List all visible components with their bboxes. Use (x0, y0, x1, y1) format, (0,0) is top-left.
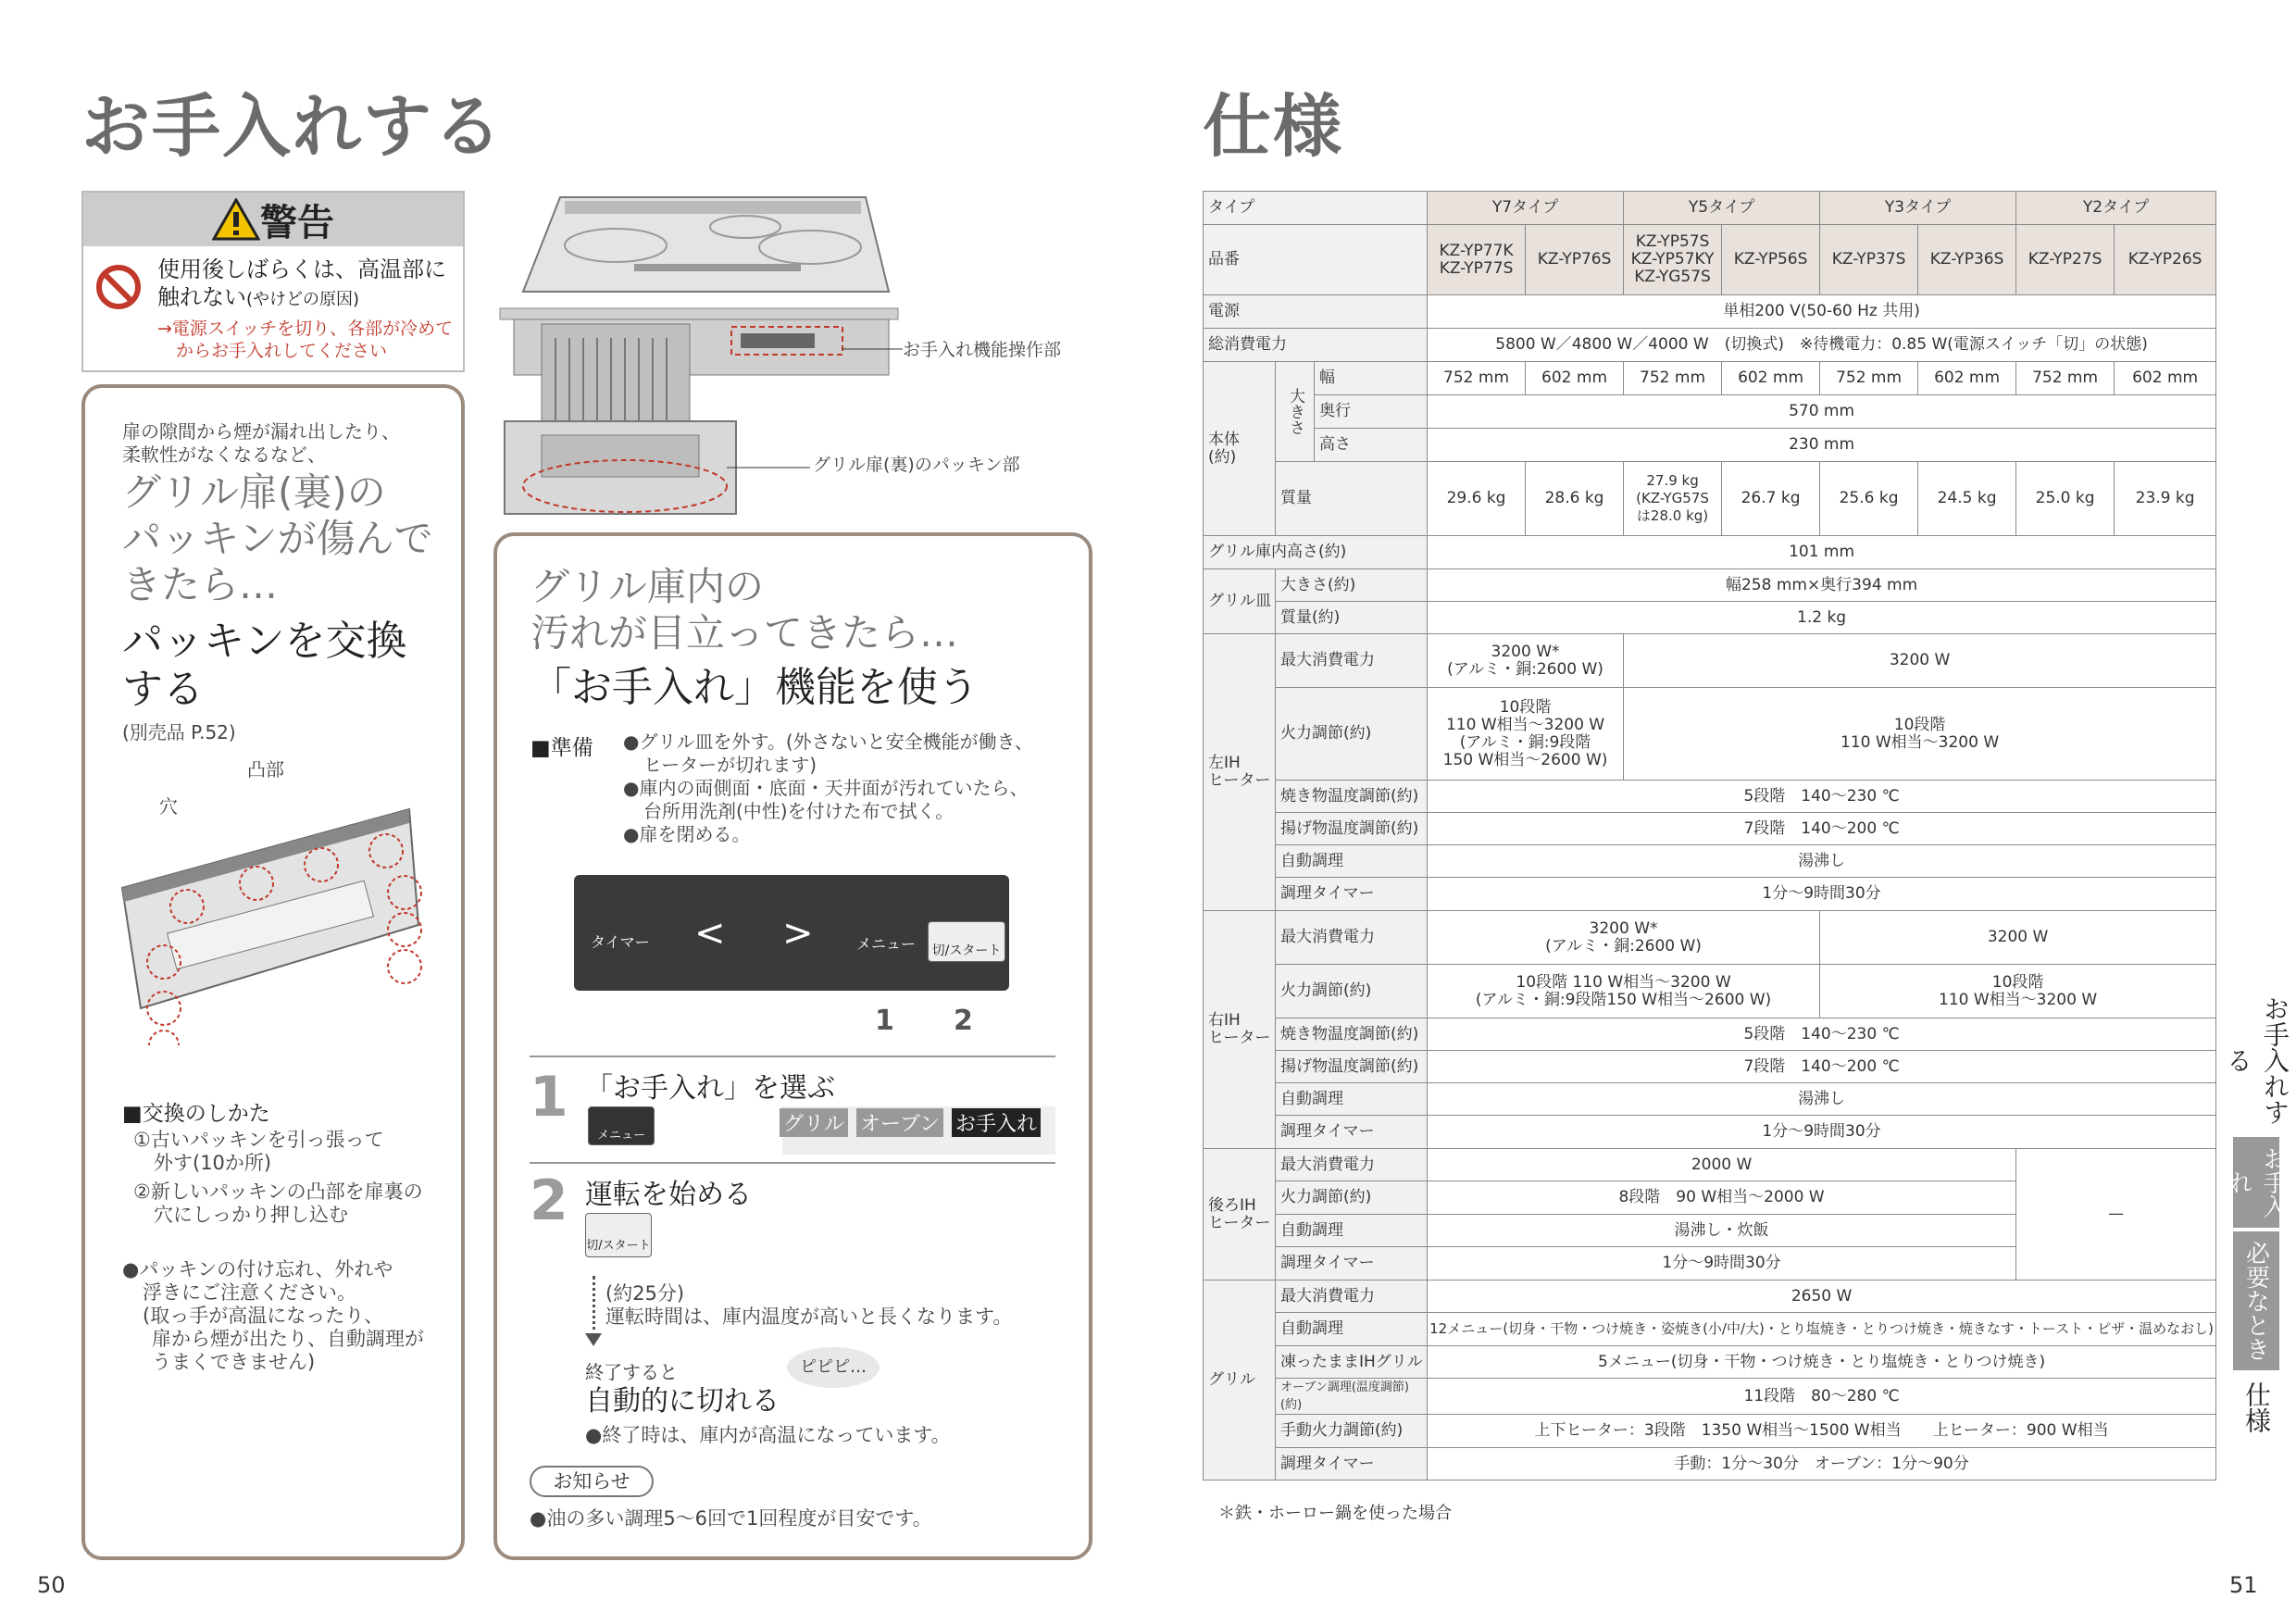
panel-label-2: 2 (954, 1005, 973, 1037)
table-cell: 1分～9時間30分 (1428, 1247, 2016, 1280)
label-hole: 穴 (159, 795, 178, 818)
table-cell: 揚げ物温度調節(約) (1276, 1051, 1428, 1083)
table-cell: 752 mm (2016, 362, 2115, 395)
table-cell: 3200 W (1820, 911, 2216, 965)
end-text: 終了すると (585, 1361, 678, 1383)
table-cell: 総消費電力 (1204, 329, 1428, 362)
table-cell: 26.7 kg (1722, 462, 1820, 536)
prep-list: ●グリル皿を外す。(外さないと安全機能が働き、 ヒーターが切れます) ●庫内の両側面・底面・天井面が汚れていたら、 台所用洗剤(中性)を付けた布で拭く。 ●扉を閉める。 (623, 731, 1033, 845)
gasket-intro: 扉の隙間から煙が漏れ出したり、 柔軟性がなくなるなど、 (122, 420, 400, 466)
gasket-box (81, 384, 465, 1560)
table-cell: 602 mm (1918, 362, 2016, 395)
step2-title: 運転を始める (585, 1179, 752, 1211)
table-cell: Y3タイプ (1820, 192, 2016, 225)
warning-box (81, 191, 465, 372)
warning-text: 使用後しばらくは、高温部に 触れない(やけどの原因) (157, 256, 446, 310)
table-cell: 火力調節(約) (1276, 965, 1428, 1018)
warning-title: 警告 (260, 201, 334, 244)
spec-table (1203, 191, 2216, 1480)
table-cell: 焼き物温度調節(約) (1276, 1018, 1428, 1051)
table-cell: 幅 (1315, 362, 1428, 395)
side-tab-care[interactable]: お手入れする (2223, 995, 2290, 1125)
table-cell: 揚げ物温度調節(約) (1276, 813, 1428, 845)
arrow-down-icon (585, 1333, 602, 1346)
table-cell: 単相200 V(50-60 Hz 共用) (1428, 295, 2216, 329)
how-heading: ■交換のしかた (122, 1102, 270, 1126)
table-cell: 調理タイマー (1276, 1116, 1428, 1149)
table-cell: 25.6 kg (1820, 462, 1918, 536)
step1-option-oven[interactable]: オーブン (856, 1108, 943, 1137)
table-cell: 自動調理 (1276, 1083, 1428, 1116)
table-cell: 調理タイマー (1276, 1247, 1428, 1280)
prep-heading: ■準備 (530, 736, 593, 760)
step1-title: 「お手入れ」を選ぶ (585, 1072, 835, 1105)
side-tab-needed[interactable]: 必要なとき (2233, 1231, 2279, 1370)
table-cell: 29.6 kg (1428, 462, 1526, 536)
door-gasket-illustration (113, 768, 437, 1045)
panel-left-arrow[interactable]: < (694, 912, 726, 955)
table-cell: 570 mm (1428, 395, 2216, 429)
table-cell: 火力調節(約) (1276, 1181, 1428, 1215)
table-cell: 5メニュー(切身・干物・つけ焼き・とり塩焼き・とりつけ焼き) (1428, 1346, 2216, 1379)
table-cell: 自動調理 (1276, 845, 1428, 878)
table-cell: 5段階 140～230 ℃ (1428, 1018, 2216, 1051)
table-cell: — (2016, 1149, 2216, 1280)
table-cell: 上下ヒーター：3段階 1350 W相当～1500 W相当 上ヒーター：900 W相当 (1428, 1415, 2216, 1448)
table-cell: 湯沸し (1428, 845, 2216, 878)
callout-panel: お手入れ機能操作部 (903, 340, 1062, 360)
table-cell: 湯沸し (1428, 1083, 2216, 1116)
table-cell: グリル庫内高さ(約) (1204, 536, 1428, 569)
table-cell: 602 mm (2115, 362, 2216, 395)
table-cell: 10段階 110 W相当～3200 W (1624, 688, 2216, 781)
table-cell: 左IH ヒーター (1204, 634, 1276, 911)
table-cell: 最大消費電力 (1276, 1280, 1428, 1313)
warning-header (83, 193, 463, 246)
table-cell: 602 mm (1526, 362, 1624, 395)
table-cell: 本体 (約) (1204, 362, 1276, 536)
table-cell: 調理タイマー (1276, 878, 1428, 911)
table-cell: 調理タイマー (1276, 1448, 1428, 1480)
table-cell: グリル皿 (1204, 569, 1276, 634)
table-cell: 10段階 110 W相当～3200 W (アルミ・銅:9段階150 W相当～2600 W) (1428, 965, 1820, 1018)
panel-label-1: 1 (875, 1005, 894, 1037)
table-cell: KZ-YP57S KZ-YP57KY KZ-YG57S (1624, 225, 1722, 295)
beep-bubble: ピピピ… (787, 1347, 880, 1388)
gasket-condition: グリル扉(裏)の パッキンが傷んで きたら… (122, 469, 433, 607)
table-cell: 質量(約) (1276, 602, 1428, 634)
step1-option-grill[interactable]: グリル (780, 1108, 848, 1137)
table-cell: 自動調理 (1276, 1215, 1428, 1247)
table-cell: 1.2 kg (1428, 602, 2216, 634)
table-cell: 25.0 kg (2016, 462, 2115, 536)
page-number-left: 50 (37, 1572, 66, 1598)
table-cell: KZ-YP37S (1820, 225, 1918, 295)
table-cell: 230 mm (1428, 429, 2216, 462)
table-cell: 101 mm (1428, 536, 2216, 569)
table-cell: Y5タイプ (1624, 192, 1820, 225)
panel-start-button[interactable]: 切/スタート (928, 921, 1005, 962)
table-cell: KZ-YP56S (1722, 225, 1820, 295)
step1-option-clean[interactable]: お手入れ (952, 1108, 1041, 1137)
table-cell: Y2タイプ (2016, 192, 2216, 225)
table-cell: オーブン調理(温度調節)(約) (1276, 1379, 1428, 1415)
table-cell: 右IH ヒーター (1204, 911, 1276, 1149)
info-text: ●油の多い調理5～6回で1回程度が目安です。 (530, 1507, 932, 1530)
step2-time: (約25分) 運転時間は、庫内温度が高いと長くなります。 (605, 1282, 1013, 1328)
cleaning-box (493, 532, 1092, 1560)
table-cell: 自動調理 (1276, 1313, 1428, 1346)
control-panel (574, 875, 1009, 991)
no-entry-icon (96, 265, 141, 309)
info-badge: お知らせ (530, 1466, 654, 1497)
footnote: ＊鉄・ホーロー鍋を使った場合 (1218, 1504, 1452, 1523)
table-cell: 10段階 110 W相当～3200 W (1820, 965, 2216, 1018)
table-cell: 最大消費電力 (1276, 1149, 1428, 1181)
table-cell: 奥行 (1315, 395, 1428, 429)
page-title-right: 仕様 (1203, 87, 1343, 167)
table-cell: 28.6 kg (1526, 462, 1624, 536)
gasket-action: パッキンを交換 する (122, 618, 407, 713)
table-cell: 1分～9時間30分 (1428, 878, 2216, 911)
table-cell: 8段階 90 W相当～2000 W (1428, 1181, 2016, 1215)
table-cell: 10段階 110 W相当～3200 W (アルミ・銅:9段階 150 W相当～2600 W) (1428, 688, 1624, 781)
warning-triangle-icon (212, 198, 260, 241)
table-cell: 幅258 mm×奥行394 mm (1428, 569, 2216, 602)
table-cell: KZ-YP36S (1918, 225, 2016, 295)
table-cell: 3200 W* (アルミ・銅:2600 W) (1428, 911, 1820, 965)
step1-number: 1 (530, 1065, 568, 1130)
table-cell: KZ-YP27S (2016, 225, 2115, 295)
table-cell: 高さ (1315, 429, 1428, 462)
table-cell: KZ-YP77K KZ-YP77S (1428, 225, 1526, 295)
table-cell: 602 mm (1722, 362, 1820, 395)
table-cell: 752 mm (1624, 362, 1722, 395)
table-cell: 最大消費電力 (1276, 911, 1428, 965)
table-cell: 手動：1分～30分 オーブン：1分～90分 (1428, 1448, 2216, 1480)
cleaning-condition: グリル庫内の 汚れが目立ってきたら… (530, 564, 959, 656)
callout-door: グリル扉(裏)のパッキン部 (813, 455, 1020, 475)
table-cell: 752 mm (1428, 362, 1526, 395)
table-cell: 752 mm (1820, 362, 1918, 395)
panel-menu[interactable]: メニュー (856, 935, 917, 953)
step1-menu-button[interactable]: メニュー (588, 1106, 655, 1145)
how-step1: ①古いパッキンを引っ張って 外す(10か所) (133, 1129, 384, 1174)
table-cell: 3200 W* (アルミ・銅:2600 W) (1428, 634, 1624, 688)
table-cell: 3200 W (1624, 634, 2216, 688)
table-cell: 凍ったままIHグリル (1276, 1346, 1428, 1379)
table-cell: 11段階 80～280 ℃ (1428, 1379, 2216, 1415)
table-cell: 電源 (1204, 295, 1428, 329)
table-cell: 大きさ(約) (1276, 569, 1428, 602)
table-cell: 焼き物温度調節(約) (1276, 781, 1428, 813)
step2-start-button[interactable]: 切/スタート (585, 1213, 652, 1257)
table-cell: 24.5 kg (1918, 462, 2016, 536)
page-title-left: お手入れする (81, 87, 504, 167)
table-cell: 2650 W (1428, 1280, 2216, 1313)
table-cell: 23.9 kg (2115, 462, 2216, 536)
table-cell: 7段階 140～200 ℃ (1428, 1051, 2216, 1083)
table-cell: Y7タイプ (1428, 192, 1624, 225)
page-number-right: 51 (2229, 1572, 2258, 1598)
table-cell: 5段階 140～230 ℃ (1428, 781, 2216, 813)
table-cell: 2000 W (1428, 1149, 2016, 1181)
table-cell: 品番 (1204, 225, 1428, 295)
gasket-ref: (別売品 P.52) (122, 721, 236, 743)
warning-instruction: →電源スイッチを切り、各部が冷めて からお手入れしてください (157, 319, 454, 361)
how-step2: ②新しいパッキンの凸部を扉裏の 穴にしっかり押し込む (133, 1181, 423, 1226)
table-cell: 最大消費電力 (1276, 634, 1428, 688)
panel-right-arrow[interactable]: > (782, 912, 814, 955)
table-cell: KZ-YP26S (2115, 225, 2216, 295)
table-cell: 12メニュー(切身・干物・つけ焼き・姿焼き(小/中/大)・とり塩焼き・とりつけ焼き・焼きなす・トースト・ピザ・温めなおし) (1428, 1313, 2216, 1346)
label-bump: 凸部 (247, 758, 284, 781)
cleaning-action: 「お手入れ」機能を使う (530, 664, 979, 711)
end-note: ●終了時は、庫内が高温になっています。 (585, 1424, 951, 1446)
table-cell: 手動火力調節(約) (1276, 1415, 1428, 1448)
table-cell: 7段階 140～200 ℃ (1428, 813, 2216, 845)
table-cell: タイプ (1204, 192, 1428, 225)
side-tab-care-active[interactable]: お手入れ (2233, 1137, 2279, 1228)
table-cell: グリル (1204, 1280, 1276, 1480)
table-cell: 27.9 kg (KZ-YG57S は28.0 kg) (1624, 462, 1722, 536)
end-auto-off: 自動的に切れる (585, 1385, 780, 1418)
table-cell: 5800 W／4800 W／4000 W (切換式) ※待機電力：0.85 W(電源スイッチ「切」の状態) (1428, 329, 2216, 362)
table-cell: KZ-YP76S (1526, 225, 1624, 295)
step2-number: 2 (530, 1168, 568, 1233)
table-cell: 後ろIH ヒーター (1204, 1149, 1276, 1280)
panel-timer[interactable]: タイマー (591, 933, 650, 951)
table-cell: 大きさ (1276, 362, 1315, 462)
table-cell: 湯沸し・炊飯 (1428, 1215, 2016, 1247)
table-cell: 1分～9時間30分 (1428, 1116, 2216, 1149)
side-tab-spec[interactable]: 仕様 (2241, 1381, 2272, 1433)
table-cell: 質量 (1276, 462, 1428, 536)
gasket-note: ●パッキンの付け忘れ、外れや 浮きにご注意ください。 (取っ手が高温になったり、 扉から煙が出たり、自動調理が うまくできません) (122, 1258, 424, 1373)
table-cell: 火力調節(約) (1276, 688, 1428, 781)
